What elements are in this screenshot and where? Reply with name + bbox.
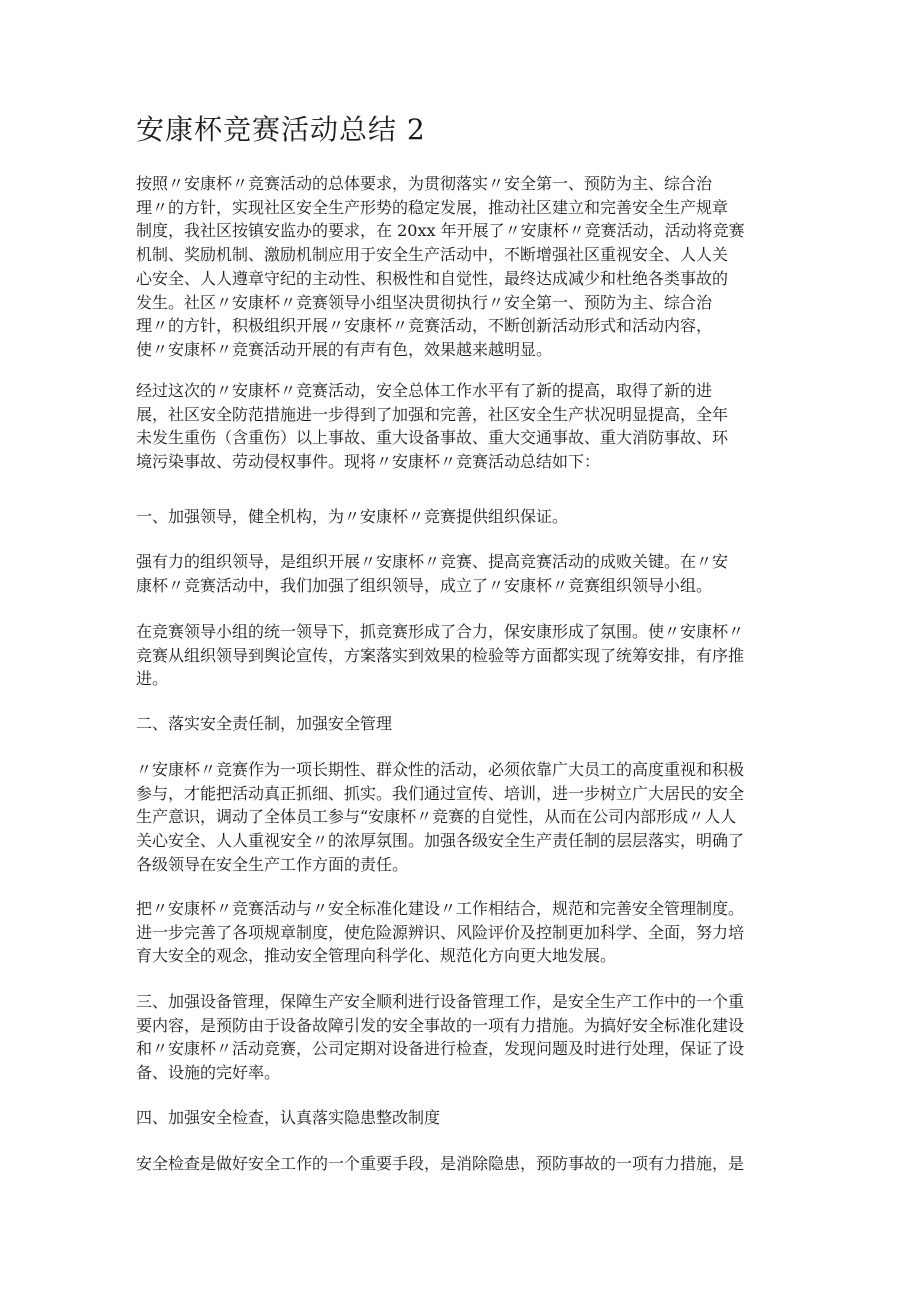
text-line: 康杯〃竞赛活动中，我们加强了组织领导，成立了〃安康杯〃竞赛组织领导小组。	[136, 575, 713, 595]
text-line: 三、加强设备管理，保障生产安全顺利进行设备管理工作，是安全生产工作中的一个重	[136, 992, 745, 1011]
paragraph-inspection	[136, 1152, 796, 1176]
text-line: 安全检查是做好安全工作的一个重要手段，是消除隐患，预防事故的一项有力措施，是	[136, 1154, 745, 1173]
text-line: 竞赛从组织领导到舆论宣传，方案落实到效果的检验等方面都实现了统筹安排，有序推	[136, 645, 745, 665]
paragraph-intro	[136, 172, 796, 362]
text-line: 在竞赛领导小组的统一领导下，抓竞赛形成了合力，保安康形成了氛围。使〃安康杯〃	[136, 622, 745, 641]
paragraph-standardization	[136, 897, 796, 968]
text-line: 未发生重伤（含重伤）以上事故、重大设备事故、重大交通事故、重大消防事故、环	[136, 428, 729, 448]
section-heading-1	[136, 505, 796, 529]
text-line: 生产意识，调动了全体员工参与“安康杯〃竞赛的自觉性，从而在公司内部形成〃人人	[136, 807, 737, 827]
text-line: 理〃的方针，实现社区安全生产形势的稳定发展，推动社区建立和完善安全生产规章	[136, 197, 729, 217]
text-line: 育大安全的观念，推动安全管理向科学化、规范化方向更大地发展。	[136, 946, 617, 966]
text-line: 展，社区安全防范措施进一步得到了加强和完善，社区安全生产状况明显提高，全年	[136, 404, 729, 424]
text-line: 四、加强安全检查，认真落实隐患整改制度	[136, 1108, 441, 1127]
section-heading-4	[136, 1106, 796, 1130]
page-title: 安康杯竞赛活动总结 2	[136, 113, 426, 146]
text-line: 把〃安康杯〃竞赛活动与〃安全标准化建设〃工作相结合，规范和完善安全管理制度。	[136, 899, 745, 918]
text-line: 备、设施的完好率。	[136, 1063, 281, 1083]
text-line: 发生。社区〃安康杯〃竞赛领导小组坚决贯彻执行〃安全第一、预防为主、综合治	[136, 292, 713, 312]
text-line: 二、落实安全责任制，加强安全管理	[136, 714, 393, 733]
text-line: 机制、奖励机制、激励机制应用于安全生产活动中，不断增强社区重视安全、人人关	[136, 245, 729, 265]
text-line: 使〃安康杯〃竞赛活动开展的有声有色，效果越来越明显。	[136, 339, 553, 359]
text-line: 关心安全、人人重视安全〃的浓厚氛围。加强各级安全生产责任制的层层落实，明确了	[136, 831, 745, 851]
text-line: 各级领导在安全生产工作方面的责任。	[136, 854, 409, 874]
section-heading-3-paragraph	[136, 990, 796, 1085]
section-heading-2	[136, 712, 796, 736]
paragraph-unified-leadership	[136, 620, 796, 691]
text-line: 心安全、人人遵章守纪的主动性、积极性和自觉性，最终达成减少和杜绝各类事故的	[136, 268, 729, 288]
text-line: 理〃的方针，积极组织开展〃安康杯〃竞赛活动，不断创新活动形式和活动内容，	[136, 316, 713, 336]
text-line: 参与，才能把活动真正抓细、抓实。我们通过宣传、培训，进一步树立广大居民的安全	[136, 783, 745, 803]
text-line: 经过这次的〃安康杯〃竞赛活动，安全总体工作水平有了新的提高，取得了新的进	[136, 381, 713, 400]
text-line: 境污染事故、劳动侵权事件。现将〃安康杯〃竞赛活动总结如下：	[136, 452, 601, 472]
text-line: 制度，我社区按镇安监办的要求，在 20xx 年开展了〃安康杯〃竞赛活动，活动将竞赛	[136, 221, 745, 241]
text-line: 和〃安康杯〃活动竞赛，公司定期对设备进行检查，发现问题及时进行处理，保证了设	[136, 1039, 745, 1059]
paragraph-responsibility	[136, 758, 796, 877]
text-line: 〃安康杯〃竞赛作为一项长期性、群众性的活动，必须依靠广大员工的高度重视和积极	[136, 760, 745, 779]
text-line: 强有力的组织领导，是组织开展〃安康杯〃竞赛、提高竞赛活动的成败关键。在〃安	[136, 552, 729, 571]
paragraph-leadership	[136, 550, 796, 597]
text-line: 进。	[136, 669, 169, 689]
text-line: 要内容，是预防由于设备故障引发的安全事故的一项有力措施。为搞好安全标准化建设	[136, 1015, 745, 1035]
paragraph-results	[136, 379, 796, 474]
text-line: 一、加强领导，健全机构，为〃安康杯〃竞赛提供组织保证。	[136, 507, 569, 526]
text-line: 按照〃安康杯〃竞赛活动的总体要求，为贯彻落实〃安全第一、预防为主、综合治	[136, 174, 713, 193]
text-line: 进一步完善了各项规章制度，使危险源辨识、风险评价及控制更加科学、全面，努力培	[136, 922, 745, 942]
